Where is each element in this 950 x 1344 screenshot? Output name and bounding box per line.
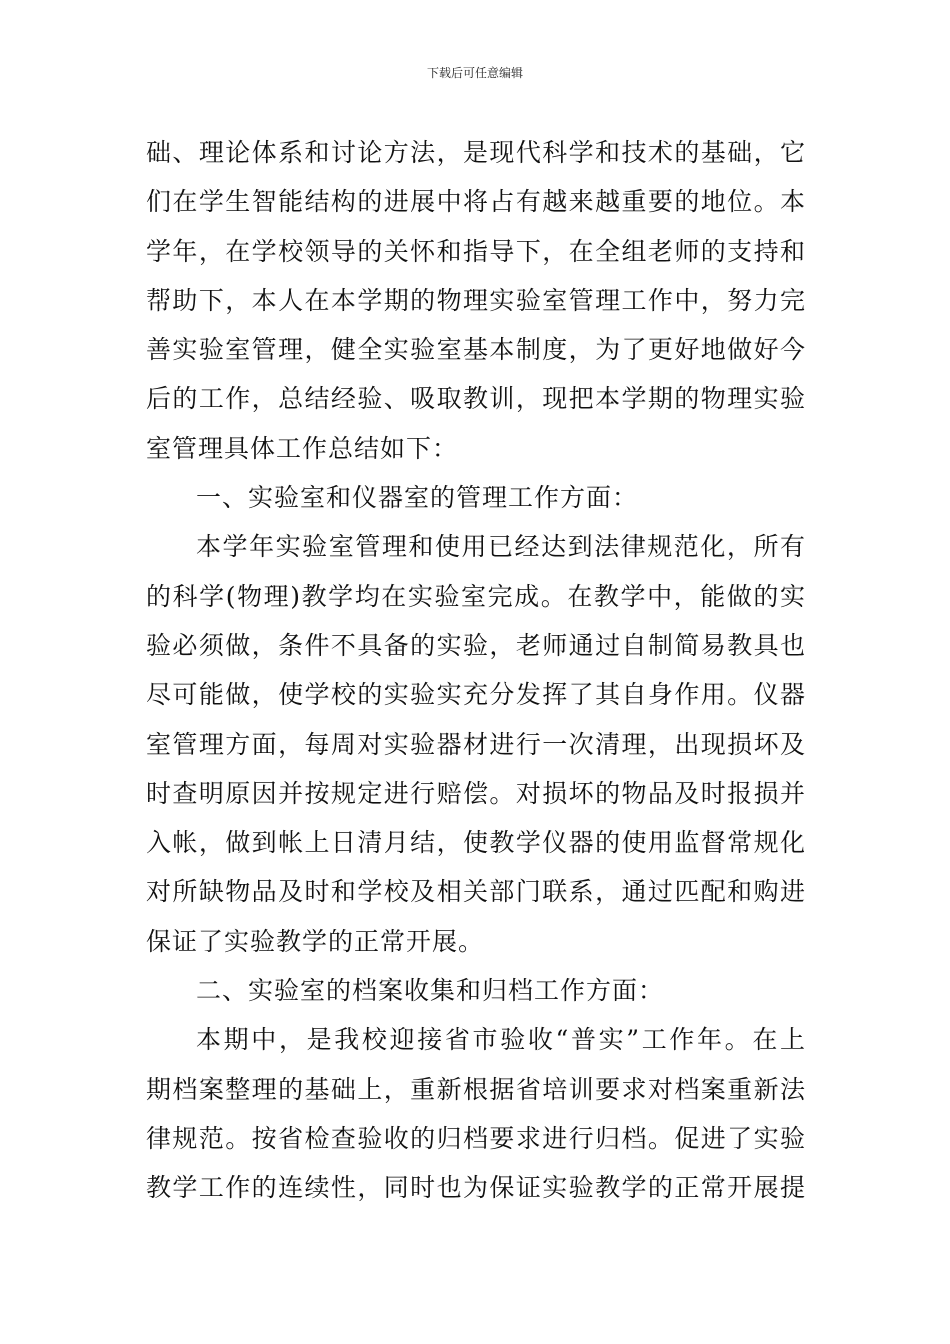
- text-line: 们在学生智能结构的进展中将占有越来越重要的地位。本: [146, 187, 806, 217]
- text-line: 保证了实验教学的正常开展。: [146, 926, 485, 956]
- text-line: 时查明原因并按规定进行赔偿。对损坏的物品及时报损并: [146, 778, 806, 808]
- text-line: 善实验室管理，健全实验室基本制度，为了更好地做好今: [146, 335, 806, 365]
- text-line: 一、实验室和仪器室的管理工作方面：: [196, 483, 639, 513]
- text-line: 后的工作，总结经验、吸取教训，现把本学期的物理实验: [146, 384, 806, 414]
- text-line: 对所缺物品及时和学校及相关部门联系，通过匹配和购进: [146, 877, 806, 907]
- text-line: 础、理论体系和讨论方法，是现代科学和技术的基础，它: [146, 138, 806, 167]
- text-line: 帮助下，本人在本学期的物理实验室管理工作中，努力完: [146, 285, 806, 315]
- text-line: 室管理具体工作总结如下：: [146, 433, 459, 463]
- text-line: 教学工作的连续性，同时也为保证实验教学的正常开展提: [146, 1173, 806, 1203]
- text-line: 本学年实验室管理和使用已经达到法律规范化，所有: [196, 532, 806, 562]
- page-header: 下载后可任意编辑: [426, 66, 523, 80]
- text-line: 本期中，是我校迎接省市验收“普实”工作年。在上: [196, 1025, 806, 1055]
- text-line: 期档案整理的基础上，重新根据省培训要求对档案重新法: [146, 1074, 806, 1104]
- text-line: 尽可能做，使学校的实验实充分发挥了其自身作用。仪器: [146, 680, 806, 710]
- text-line: 的科学(物理)教学均在实验室完成。在教学中，能做的实: [146, 581, 806, 611]
- text-line: 室管理方面，每周对实验器材进行一次清理，出现损坏及: [146, 729, 806, 759]
- text-line: 入帐，做到帐上日清月结，使教学仪器的使用监督常规化: [146, 828, 806, 858]
- text-line: 二、实验室的档案收集和归档工作方面：: [196, 976, 665, 1006]
- text-line: 律规范。按省检查验收的归档要求进行归档。促进了实验: [146, 1123, 806, 1153]
- document-body: [146, 128, 806, 1213]
- text-line: 学年，在学校领导的关怀和指导下，在全组老师的支持和: [146, 236, 806, 266]
- text-line: 验必须做，条件不具备的实验，老师通过自制简易教具也: [146, 630, 806, 660]
